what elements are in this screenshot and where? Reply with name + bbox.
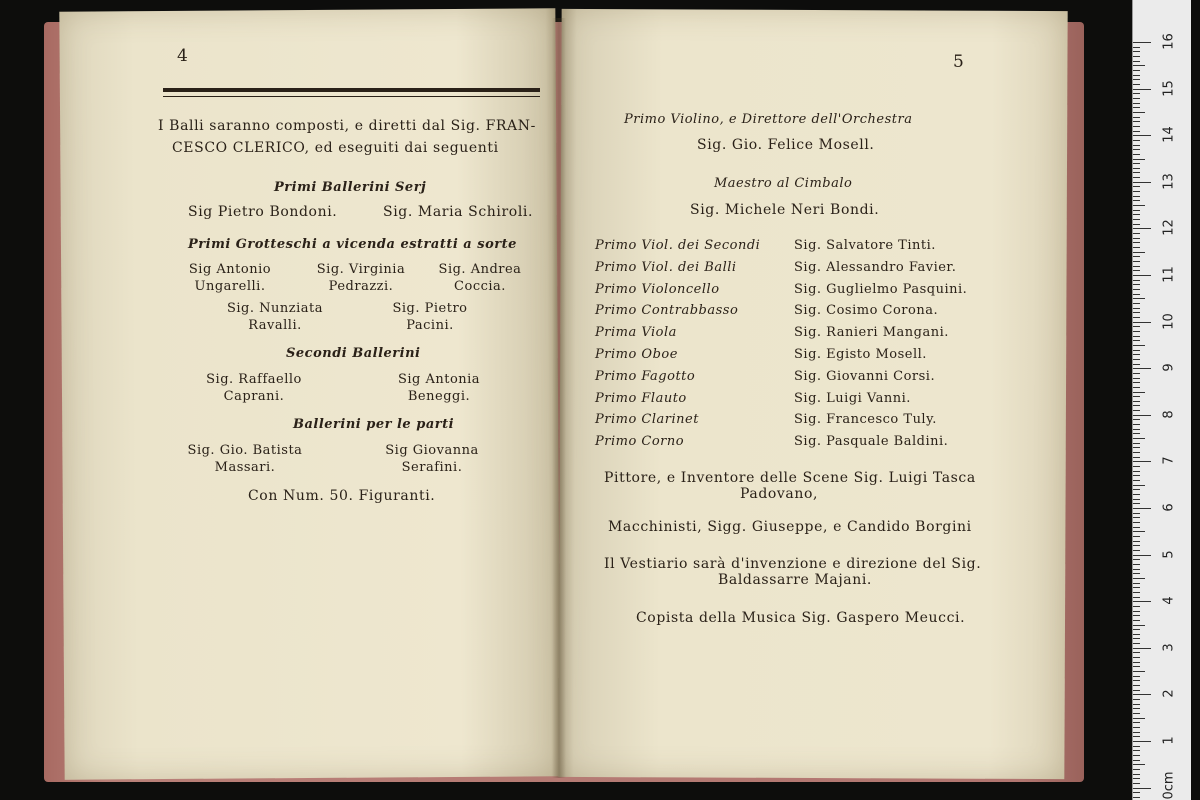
ruler-tick [1133, 471, 1140, 472]
ruler-tick [1133, 303, 1140, 304]
ruler-number: 2 [1161, 689, 1177, 699]
ruler-tick [1133, 140, 1140, 141]
ruler-tick [1133, 65, 1145, 66]
ruler-tick [1133, 466, 1140, 467]
ruler-tick [1133, 587, 1140, 588]
ruler-tick [1133, 345, 1145, 346]
ruler-tick [1133, 121, 1140, 122]
ruler-tick [1133, 228, 1151, 229]
ruler-tick [1133, 727, 1140, 728]
ruler-tick [1133, 680, 1140, 681]
ruler-tick [1133, 326, 1140, 327]
ruler-number: 1 [1161, 736, 1177, 745]
ruler-tick [1133, 410, 1140, 411]
ruler-tick [1133, 699, 1140, 700]
parti-surname: Massari. [214, 460, 276, 475]
ruler-tick [1133, 322, 1151, 323]
ruler-number: 11 [1161, 266, 1177, 283]
parti-name: Sig Giovanna [385, 443, 479, 458]
ruler-tick [1133, 284, 1140, 285]
ruler-tick [1133, 135, 1151, 136]
orchestra-role: Primo Violoncello [595, 281, 720, 297]
grotteschi-surname: Pacini. [406, 318, 454, 333]
ruler-tick [1133, 205, 1145, 206]
secondi-entry [194, 371, 314, 405]
grotteschi-name: Sig. Andrea [438, 262, 522, 277]
ruler-tick [1133, 694, 1151, 695]
ruler-tick [1133, 447, 1140, 448]
ruler-tick [1133, 42, 1151, 43]
ruler-tick [1133, 433, 1140, 434]
orchestra-player: Sig. Egisto Mosell. [794, 347, 927, 362]
violino-heading: Primo Violino, e Direttore dell'Orchestra [624, 112, 913, 127]
ruler-tick [1133, 154, 1140, 155]
ruler-tick [1133, 145, 1140, 146]
ruler-tick [1133, 475, 1140, 476]
ruler-tick [1133, 555, 1151, 556]
ruler-tick [1133, 159, 1145, 160]
ruler-tick [1133, 461, 1151, 462]
primi-ballerini-heading: Primi Ballerini Serj [274, 180, 427, 195]
secondi-surname: Caprani. [223, 389, 285, 404]
orchestra-player: Sig. Francesco Tuly. [794, 412, 937, 428]
ruler-tick [1133, 452, 1140, 453]
ruler-tick [1133, 200, 1140, 201]
ruler-tick [1133, 755, 1140, 756]
ruler-tick [1133, 578, 1145, 579]
ruler-tick [1133, 443, 1140, 444]
pittore-line-2: Padovano, [740, 486, 819, 502]
grotteschi-name: Sig. Virginia [316, 262, 406, 277]
ruler-tick [1133, 704, 1140, 705]
grotteschi-name: Sig Antonio [188, 262, 272, 277]
ruler-tick [1133, 601, 1151, 602]
ruler-tick [1133, 517, 1140, 518]
ruler-tick [1133, 764, 1145, 765]
ruler-tick [1133, 676, 1140, 677]
violino-name: Sig. Gio. Felice Mosell. [697, 137, 875, 153]
ruler-number: 3 [1161, 643, 1177, 652]
secondi-heading: Secondi Ballerini [286, 346, 421, 361]
ruler-tick [1133, 508, 1151, 509]
grotteschi-entry [220, 300, 330, 334]
ruler-tick [1133, 210, 1140, 211]
ruler-tick [1133, 294, 1140, 295]
ruler-tick [1133, 736, 1140, 737]
parti-heading: Ballerini per le parti [293, 417, 455, 432]
grotteschi-surname: Pedrazzi. [328, 279, 394, 294]
ruler-tick [1133, 98, 1140, 99]
grotteschi-surname: Ungarelli. [194, 279, 266, 294]
ruler-tick [1133, 163, 1140, 164]
ruler-tick [1133, 177, 1140, 178]
ruler-tick [1133, 364, 1140, 365]
ruler-tick [1133, 638, 1140, 639]
ruler-tick [1133, 722, 1140, 723]
grotteschi-name: Sig. Pietro [392, 301, 468, 316]
ruler-tick [1133, 182, 1151, 183]
ruler-tick [1133, 368, 1151, 369]
page-number-right: 5 [953, 52, 964, 72]
grotteschi-surname: Coccia. [454, 279, 506, 294]
grotteschi-entry [430, 261, 530, 295]
ruler-tick [1133, 592, 1140, 593]
ruler-tick [1133, 47, 1140, 48]
ruler-tick [1133, 494, 1140, 495]
grotteschi-entry [180, 261, 280, 295]
ruler-tick [1133, 503, 1140, 504]
ruler-tick [1133, 103, 1140, 104]
ruler-tick [1133, 312, 1140, 313]
ruler-tick [1133, 317, 1140, 318]
ruler-tick [1133, 480, 1140, 481]
orchestra-role: Primo Viol. dei Balli [595, 259, 737, 275]
ruler-tick [1133, 107, 1140, 108]
ruler-tick [1133, 499, 1140, 500]
secondi-name: Sig Antonia [397, 372, 481, 387]
ruler-tick [1133, 657, 1140, 658]
ruler-tick [1133, 513, 1140, 514]
primi-ballerini-name-1: Sig Pietro Bondoni. [188, 204, 338, 220]
orchestra-role: Primo Contrabbasso [595, 303, 739, 319]
orchestra-role: Primo Viol. dei Secondi [595, 238, 761, 253]
ruler-tick [1133, 51, 1140, 52]
ruler-tick [1133, 788, 1151, 789]
secondi-entry [384, 371, 494, 405]
ruler-tick [1133, 573, 1140, 574]
ruler-tick [1133, 275, 1151, 276]
orchestra-role: Primo Flauto [595, 390, 687, 406]
ruler-tick [1133, 550, 1140, 551]
ruler-tick [1133, 219, 1140, 220]
ruler-tick [1133, 597, 1140, 598]
ruler-tick [1133, 769, 1140, 770]
ruler-tick [1133, 70, 1140, 71]
ruler-tick [1133, 634, 1140, 635]
orchestra-player: Sig. Luigi Vanni. [794, 390, 911, 406]
grotteschi-heading: Primi Grotteschi a vicenda estratti a sorte [188, 237, 517, 252]
ruler-tick [1133, 569, 1140, 570]
ruler-tick [1133, 93, 1140, 94]
ruler-tick [1133, 224, 1140, 225]
secondi-surname: Beneggi. [407, 389, 471, 404]
ruler-number: 15 [1161, 79, 1177, 97]
ruler-tick [1133, 298, 1145, 299]
ruler-tick [1133, 214, 1140, 215]
ruler-tick [1133, 382, 1140, 383]
orchestra-player: Sig. Giovanni Corsi. [794, 368, 936, 384]
ruler-tick [1133, 690, 1140, 691]
orchestra-player: Sig. Guglielmo Pasquini. [794, 281, 968, 297]
ruler-tick [1133, 774, 1140, 775]
ruler-tick [1133, 392, 1145, 393]
ruler-tick [1133, 746, 1140, 747]
ruler-tick [1133, 783, 1140, 784]
ruler-tick [1133, 438, 1145, 439]
ruler-tick [1133, 340, 1140, 341]
ruler-tick [1133, 541, 1140, 542]
ruler-tick [1133, 84, 1140, 85]
ruler-tick [1133, 89, 1151, 90]
ruler-tick [1133, 713, 1140, 714]
grotteschi-name: Sig. Nunziata [226, 301, 323, 316]
ruler-tick [1133, 718, 1145, 719]
orchestra-player: Sig. Cosimo Corona. [794, 303, 939, 319]
ruler-number: 14 [1161, 126, 1177, 143]
ruler-tick [1133, 559, 1140, 560]
ruler-tick [1133, 424, 1140, 425]
ruler-tick [1133, 289, 1140, 290]
ruler-tick [1133, 792, 1140, 793]
secondi-name: Sig. Raffaello [206, 372, 302, 387]
parti-entry [372, 442, 492, 476]
ruler-tick [1133, 615, 1140, 616]
primi-ballerini-name-2: Sig. Maria Schiroli. [383, 204, 534, 220]
ruler-tick [1133, 741, 1151, 742]
ruler-tick [1133, 149, 1140, 150]
ruler-tick [1133, 378, 1140, 379]
pittore-line-1: Pittore, e Inventore delle Scene Sig. Luigi Tasca [604, 470, 976, 486]
ruler-tick [1133, 256, 1140, 257]
ruler-tick [1133, 625, 1145, 626]
orchestra-player: Sig. Ranieri Mangani. [794, 325, 949, 341]
ruler-tick [1133, 359, 1140, 360]
ruler-tick [1133, 331, 1140, 332]
orchestra-player: Sig. Alessandro Favier. [794, 259, 957, 275]
ruler-tick [1133, 671, 1145, 672]
cimbalo-heading: Maestro al Cimbalo [714, 176, 853, 191]
ruler-tick [1133, 247, 1140, 248]
ruler-tick [1133, 261, 1140, 262]
header-rule-thin [163, 96, 540, 97]
ruler-number: 12 [1161, 219, 1177, 237]
ruler-tick [1133, 643, 1140, 644]
ruler-tick [1133, 652, 1140, 653]
ruler-number: 6 [1161, 503, 1177, 512]
book-gutter [552, 18, 566, 778]
ruler-tick [1133, 419, 1140, 420]
ruler-tick [1133, 522, 1140, 523]
grotteschi-surname: Ravalli. [248, 318, 302, 333]
ruler-tick [1133, 666, 1140, 667]
ruler-tick [1133, 61, 1140, 62]
ruler-tick [1133, 79, 1140, 80]
ruler-number: 9 [1161, 363, 1177, 372]
orchestra-player: Sig. Pasquale Baldini. [794, 434, 949, 450]
ruler-tick [1133, 401, 1140, 402]
orchestra-role: Primo Oboe [595, 347, 678, 362]
ruler-tick [1133, 489, 1140, 490]
ruler-tick [1133, 168, 1140, 169]
ruler-number: 4 [1161, 596, 1177, 605]
ruler-tick [1133, 75, 1140, 76]
ruler-tick [1133, 186, 1140, 187]
orchestra-role: Primo Clarinet [595, 412, 699, 428]
ruler-tick [1133, 527, 1140, 528]
ruler-tick [1133, 242, 1140, 243]
figuranti-line: Con Num. 50. Figuranti. [248, 488, 436, 504]
ruler-tick [1133, 56, 1140, 57]
ruler-tick [1133, 662, 1140, 663]
ruler-tick [1133, 191, 1140, 192]
measurement-ruler [1132, 0, 1191, 800]
parti-entry [180, 442, 310, 476]
ruler-tick [1133, 760, 1140, 761]
ruler-tick [1133, 545, 1140, 546]
orchestra-player: Sig. Salvatore Tinti. [794, 238, 936, 253]
vestiario-line-2: Baldassarre Majani. [718, 572, 872, 588]
ruler-tick [1133, 648, 1151, 649]
ruler-number: 0cm [1161, 771, 1177, 800]
ruler-tick [1133, 429, 1140, 430]
macchinisti-line: Macchinisti, Sigg. Giuseppe, e Candido Borgini [608, 519, 972, 535]
ruler-tick [1133, 387, 1140, 388]
ruler-tick [1133, 172, 1140, 173]
ruler-tick [1133, 564, 1140, 565]
ruler-tick [1133, 415, 1151, 416]
header-rule-thick [163, 88, 540, 92]
ruler-tick [1133, 778, 1140, 779]
ruler-tick [1133, 126, 1140, 127]
ruler-tick [1133, 238, 1140, 239]
ruler-tick [1133, 270, 1140, 271]
ruler-number: 5 [1161, 549, 1177, 559]
ruler-tick [1133, 405, 1140, 406]
ruler-tick [1133, 629, 1140, 630]
orchestra-role: Primo Fagotto [595, 368, 696, 384]
ruler-tick [1133, 354, 1140, 355]
ruler-tick [1133, 117, 1140, 118]
ruler-tick [1133, 606, 1140, 607]
ruler-tick [1133, 531, 1145, 532]
ruler-number: 13 [1161, 173, 1177, 190]
parti-name: Sig. Gio. Batista [187, 443, 303, 458]
ruler-tick [1133, 620, 1140, 621]
ruler-tick [1133, 708, 1140, 709]
ruler-tick [1133, 266, 1140, 267]
ruler-tick [1133, 732, 1140, 733]
ruler-tick [1133, 536, 1140, 537]
ruler-number: 7 [1161, 456, 1177, 466]
cimbalo-name: Sig. Michele Neri Bondi. [690, 202, 880, 218]
ruler-tick [1133, 457, 1140, 458]
page-number-left: 4 [177, 46, 188, 66]
ruler-tick [1133, 396, 1140, 397]
ruler-number: 10 [1161, 312, 1177, 330]
ruler-tick [1133, 350, 1140, 351]
grotteschi-entry [380, 300, 480, 334]
grotteschi-entry [306, 261, 416, 295]
ruler-number: 8 [1161, 410, 1177, 419]
ruler-tick [1133, 750, 1140, 751]
ruler-tick [1133, 196, 1140, 197]
ruler-tick [1133, 583, 1140, 584]
ruler-tick [1133, 112, 1145, 113]
ruler-number: 16 [1161, 33, 1177, 50]
parti-surname: Serafini. [401, 460, 463, 475]
vestiario-line-1: Il Vestiario sarà d'invenzione e direzione del Sig. [604, 556, 982, 572]
copista-line: Copista della Musica Sig. Gaspero Meucci. [636, 610, 966, 626]
orchestra-role: Prima Viola [595, 325, 677, 341]
ruler-tick [1133, 252, 1145, 253]
ruler-tick [1133, 233, 1140, 234]
ruler-tick [1133, 373, 1140, 374]
intro-line-1: I Balli saranno composti, e diretti dal Sig. FRAN- [158, 118, 536, 134]
ruler-tick [1133, 797, 1140, 798]
ruler-tick [1133, 336, 1140, 337]
ruler-tick [1133, 611, 1140, 612]
orchestra-role: Primo Corno [595, 434, 685, 450]
ruler-tick [1133, 308, 1140, 309]
ruler-tick [1133, 131, 1140, 132]
ruler-tick [1133, 280, 1140, 281]
ruler-tick [1133, 685, 1140, 686]
intro-line-2: CESCO CLERICO, ed eseguiti dai seguenti [172, 140, 499, 156]
ruler-tick [1133, 485, 1145, 486]
